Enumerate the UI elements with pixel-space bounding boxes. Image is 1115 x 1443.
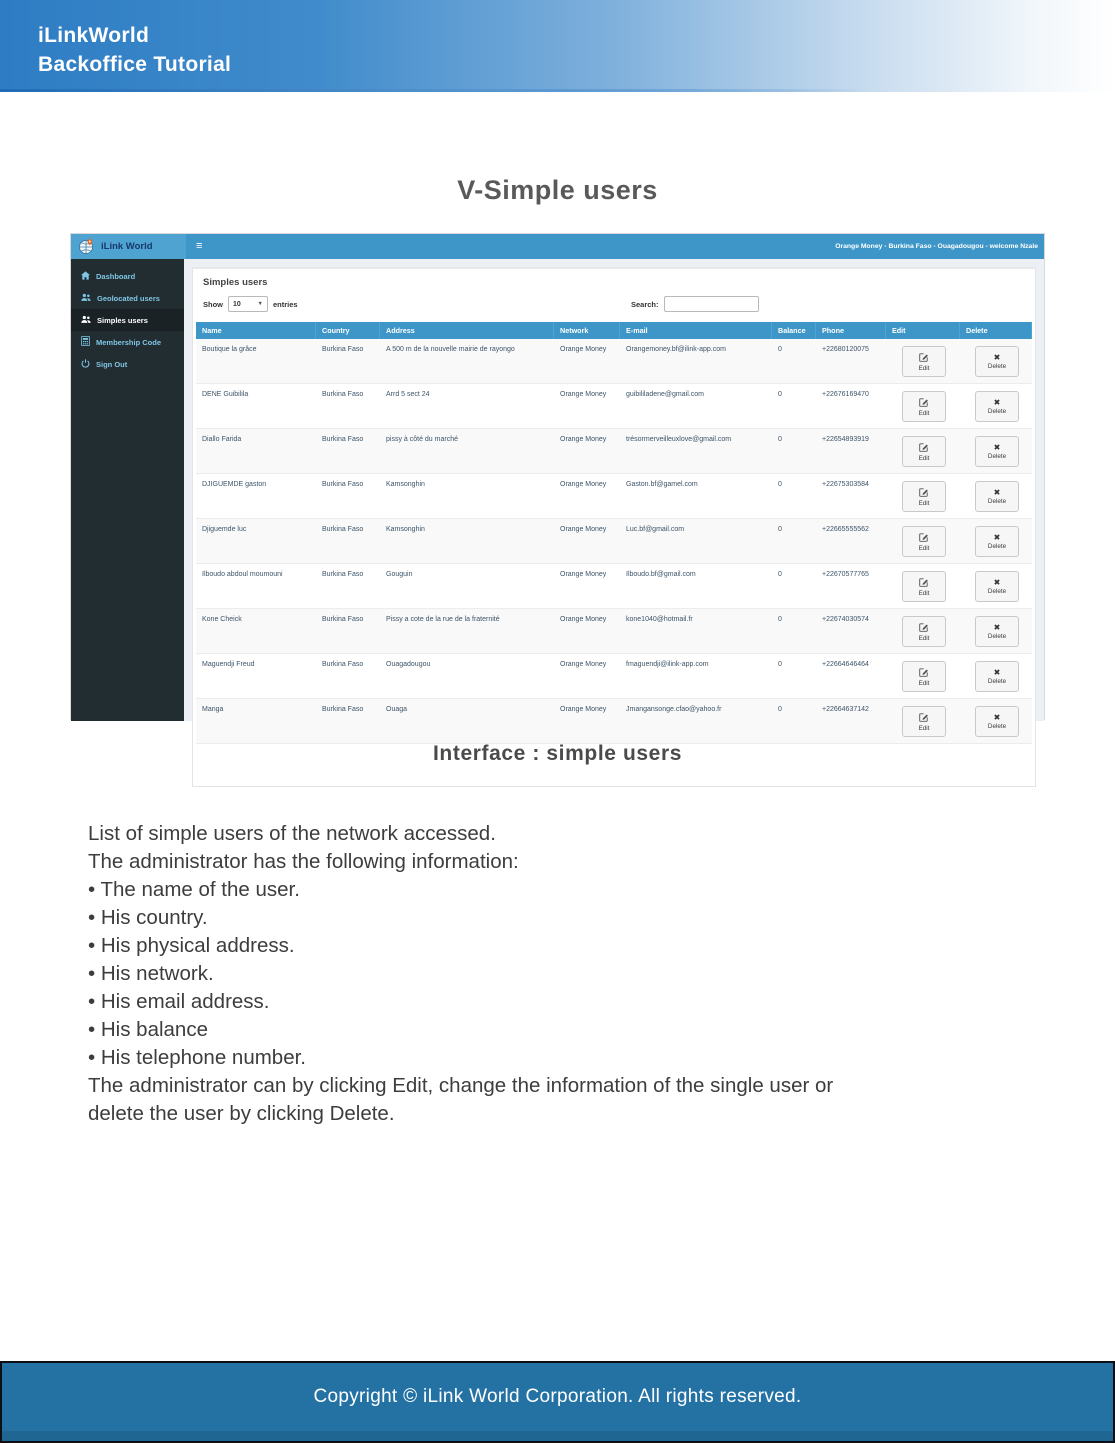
cell-country: Burkina Faso — [322, 706, 364, 713]
cell-network: Orange Money — [560, 616, 607, 623]
delete-button-cell — [960, 384, 1032, 428]
cell-network: Orange Money — [560, 481, 607, 488]
cell-email: Jmangansonge.cfao@yahoo.fr — [626, 706, 722, 713]
delete-x-icon: ✖ — [993, 488, 1001, 497]
edit-pencil-icon — [919, 577, 929, 589]
entries-label: entries — [273, 299, 298, 309]
delete-button[interactable] — [975, 436, 1019, 467]
delete-button[interactable] — [975, 346, 1019, 377]
button-label: Delete — [987, 588, 1007, 595]
cell-balance: 0 — [778, 661, 782, 668]
cell-address: A 500 m de la nouvelle mairie de rayongo — [386, 346, 515, 353]
edit-button[interactable] — [902, 526, 946, 557]
sidebar-item-label: Simples users — [97, 315, 148, 325]
edit-pencil-icon — [919, 532, 929, 544]
cell-country: Burkina Faso — [322, 346, 364, 353]
sidebar-item-sign-out[interactable] — [71, 353, 184, 375]
delete-button-cell — [960, 564, 1032, 608]
cell-email: Orangemoney.bf@ilink-app.com — [626, 346, 726, 353]
edit-button[interactable] — [902, 481, 946, 512]
calculator-icon — [81, 336, 90, 348]
section-title: V-Simple users — [457, 175, 658, 205]
column-header-address: Address — [380, 322, 554, 339]
delete-button-cell — [960, 519, 1032, 563]
delete-button-cell — [960, 339, 1032, 383]
cell-email: Gaston.bf@gamel.com — [626, 481, 698, 488]
cell-email: Luc.bf@gmail.com — [626, 526, 685, 533]
cell-phone: +22670577765 — [822, 571, 869, 578]
cell-name: Ilboudo abdoul moumouni — [202, 571, 283, 578]
backoffice-screenshot — [70, 233, 1045, 732]
column-header-network: Network — [554, 322, 620, 339]
button-label: Edit — [918, 679, 930, 687]
page-header-banner — [0, 0, 1115, 92]
sidebar-nav — [71, 259, 184, 721]
cell-country: Burkina Faso — [322, 571, 364, 578]
table-row — [196, 474, 1032, 519]
edit-button-cell — [886, 384, 960, 428]
button-label: Delete — [987, 678, 1007, 685]
cell-network: Orange Money — [560, 346, 607, 353]
cell-phone: +22680120075 — [822, 346, 869, 353]
column-header-name: Name — [196, 322, 316, 339]
sidebar-item-dashboard[interactable] — [71, 265, 184, 287]
edit-button[interactable] — [902, 346, 946, 377]
cell-name: Djiguemde luc — [202, 526, 247, 533]
edit-button-cell — [886, 429, 960, 473]
table-row — [196, 699, 1032, 744]
delete-button[interactable] — [975, 526, 1019, 557]
cell-address: Arrd 5 sect 24 — [386, 391, 430, 398]
delete-x-icon: ✖ — [993, 353, 1001, 362]
edit-pencil-icon — [919, 487, 929, 499]
users-table-body — [196, 339, 1032, 744]
users-table-header — [196, 322, 1032, 339]
table-row — [196, 429, 1032, 474]
copyright-text: Copyright © iLink World Corporation. All rights reserved. — [313, 1386, 802, 1407]
delete-x-icon: ✖ — [993, 398, 1001, 407]
description-line: • His network. — [88, 962, 214, 985]
cell-network: Orange Money — [560, 706, 607, 713]
sidebar-item-label: Sign Out — [96, 359, 128, 369]
table-row — [196, 609, 1032, 654]
app-logo — [71, 234, 186, 259]
edit-button[interactable] — [902, 706, 946, 737]
edit-button-cell — [886, 699, 960, 743]
cell-network: Orange Money — [560, 526, 607, 533]
cell-country: Burkina Faso — [322, 391, 364, 398]
cell-network: Orange Money — [560, 571, 607, 578]
content-area — [184, 259, 1044, 732]
cell-balance: 0 — [778, 571, 782, 578]
cell-balance: 0 — [778, 481, 782, 488]
description-line: The administrator can by clicking Edit, change the information of the single user or — [88, 1074, 834, 1097]
cell-balance: 0 — [778, 346, 782, 353]
sidebar-item-membership-code[interactable] — [71, 331, 184, 353]
cell-address: Ouaga — [386, 706, 408, 713]
cell-country: Burkina Faso — [322, 436, 364, 443]
sidebar-item-geolocated-users[interactable] — [71, 287, 184, 309]
edit-button[interactable] — [902, 661, 946, 692]
cell-email: Ilboudo.bf@gmail.com — [626, 571, 696, 578]
page-footer — [0, 1361, 1115, 1443]
description-line: List of simple users of the network accessed. — [88, 822, 496, 845]
edit-pencil-icon — [919, 397, 929, 409]
edit-pencil-icon — [919, 442, 929, 454]
home-icon — [81, 271, 90, 282]
power-icon — [81, 359, 90, 370]
session-info-text: Orange Money - Burkina Faso - Ouagadougou - welcome Nzale — [835, 243, 1038, 250]
edit-pencil-icon — [919, 352, 929, 364]
cell-phone: +22676169470 — [822, 391, 869, 398]
description-line: • His physical address. — [88, 934, 295, 957]
delete-button-cell — [960, 609, 1032, 653]
cell-network: Orange Money — [560, 391, 607, 398]
edit-button[interactable] — [902, 616, 946, 647]
delete-button-cell — [960, 654, 1032, 698]
sidebar-item-simples-users[interactable] — [71, 309, 184, 331]
delete-x-icon: ✖ — [993, 623, 1001, 632]
search-label: Search: — [631, 299, 659, 309]
cell-balance: 0 — [778, 616, 782, 623]
description-line: • His country. — [88, 906, 208, 929]
delete-button[interactable] — [975, 571, 1019, 602]
delete-button-cell — [960, 474, 1032, 518]
table-row — [196, 564, 1032, 609]
brand-subtitle: Backoffice Tutorial — [38, 53, 232, 76]
cell-country: Burkina Faso — [322, 616, 364, 623]
sidebar-item-label: Dashboard — [96, 271, 136, 281]
description-line: • The name of the user. — [88, 878, 300, 901]
button-label: Edit — [918, 364, 930, 372]
edit-button-cell — [886, 474, 960, 518]
cell-email: fmaguendji@ilink-app.com — [626, 661, 709, 668]
simples-users-panel — [192, 267, 1036, 787]
table-row — [196, 654, 1032, 699]
sidebar-item-label: Geolocated users — [97, 293, 160, 303]
cell-country: Burkina Faso — [322, 661, 364, 668]
button-label: Edit — [918, 724, 930, 732]
chevron-down-icon: ▼ — [257, 301, 263, 307]
cell-name: Maguendji Freud — [202, 661, 255, 668]
delete-button[interactable] — [975, 706, 1019, 737]
cell-phone: +22674030574 — [822, 616, 869, 623]
description-line: • His balance — [88, 1018, 208, 1041]
table-controls — [203, 294, 1025, 318]
cell-name: DJIGUEMDE gaston — [202, 481, 267, 488]
cell-phone: +22664637142 — [822, 706, 869, 713]
button-label: Delete — [987, 723, 1007, 730]
button-label: Edit — [918, 409, 930, 417]
entries-select-value: 10 — [233, 300, 241, 308]
edit-button-cell — [886, 519, 960, 563]
users-table — [196, 322, 1032, 744]
cell-email: trésormerveilleuxlove@gmail.com — [626, 436, 732, 443]
delete-button-cell — [960, 699, 1032, 743]
cell-address: pissy à côté du marché — [386, 436, 458, 443]
button-label: Edit — [918, 454, 930, 462]
cell-address: Ouagadougou — [386, 661, 431, 668]
cell-phone: +22665555562 — [822, 526, 869, 533]
cell-email: kone1040@hotmail.fr — [626, 616, 693, 623]
button-label: Delete — [987, 453, 1007, 460]
delete-button-cell — [960, 429, 1032, 473]
edit-pencil-icon — [919, 712, 929, 724]
cell-balance: 0 — [778, 436, 782, 443]
cell-country: Burkina Faso — [322, 481, 364, 488]
edit-button[interactable] — [902, 436, 946, 467]
delete-x-icon: ✖ — [993, 578, 1001, 587]
figure-caption: Interface : simple users — [433, 742, 682, 765]
edit-button[interactable] — [902, 391, 946, 422]
globe-pin-icon — [78, 238, 95, 255]
edit-button-cell — [886, 339, 960, 383]
table-row — [196, 339, 1032, 384]
cell-network: Orange Money — [560, 661, 607, 668]
column-header-edit: Edit — [886, 322, 960, 339]
column-header-delete: Delete — [960, 322, 1032, 339]
delete-x-icon: ✖ — [993, 668, 1001, 677]
cell-address: Kamsonghin — [386, 481, 425, 488]
description-line: The administrator has the following information: — [88, 850, 519, 873]
cell-network: Orange Money — [560, 436, 607, 443]
button-label: Delete — [987, 498, 1007, 505]
description-line: • His telephone number. — [88, 1046, 307, 1069]
column-header-country: Country — [316, 322, 380, 339]
cell-email: guibililadene@gmail.com — [626, 391, 704, 398]
cell-name: DENE Guibilila — [202, 391, 249, 398]
column-header-phone: Phone — [816, 322, 886, 339]
panel-title: Simples users — [203, 277, 268, 288]
top-navbar — [71, 234, 1044, 259]
delete-button[interactable] — [975, 391, 1019, 422]
show-label: Show — [203, 299, 223, 309]
cell-name: Manga — [202, 706, 224, 713]
edit-button-cell — [886, 564, 960, 608]
cell-balance: 0 — [778, 526, 782, 533]
users-icon — [81, 293, 91, 304]
navbar-main — [186, 234, 1044, 259]
column-header-email: E-mail — [620, 322, 772, 339]
sidebar-item-label: Membership Code — [96, 337, 162, 347]
cell-phone: +22654893919 — [822, 436, 869, 443]
button-label: Delete — [987, 633, 1007, 640]
cell-name: Diallo Farida — [202, 436, 242, 443]
description-line: • His email address. — [88, 990, 270, 1013]
hamburger-menu-icon[interactable]: ≡ — [196, 240, 203, 252]
users-icon — [81, 315, 91, 326]
edit-button-cell — [886, 654, 960, 698]
delete-x-icon: ✖ — [993, 533, 1001, 542]
delete-button[interactable] — [975, 481, 1019, 512]
description-line: delete the user by clicking Delete. — [88, 1102, 395, 1125]
cell-address: Pissy a cote de la rue de la fraternité — [386, 616, 500, 623]
description-text — [88, 820, 948, 1128]
cell-country: Burkina Faso — [322, 526, 364, 533]
button-label: Edit — [918, 499, 930, 507]
button-label: Edit — [918, 589, 930, 597]
cell-address: Gouguin — [386, 571, 413, 578]
edit-button[interactable] — [902, 571, 946, 602]
brand-title: iLinkWorld — [38, 24, 150, 47]
entries-select[interactable] — [228, 296, 268, 312]
button-label: Edit — [918, 634, 930, 642]
button-label: Delete — [987, 543, 1007, 550]
delete-x-icon: ✖ — [993, 443, 1001, 452]
delete-button[interactable] — [975, 661, 1019, 692]
cell-phone: +22664646464 — [822, 661, 869, 668]
button-label: Delete — [987, 408, 1007, 415]
table-row — [196, 519, 1032, 564]
search-input[interactable] — [664, 296, 759, 312]
cell-name: Boutique la grâce — [202, 346, 257, 353]
column-header-balance: Balance — [772, 322, 816, 339]
edit-button-cell — [886, 609, 960, 653]
cell-balance: 0 — [778, 706, 782, 713]
cell-balance: 0 — [778, 391, 782, 398]
app-brand-name: iLink World — [101, 241, 153, 252]
edit-pencil-icon — [919, 622, 929, 634]
edit-pencil-icon — [919, 667, 929, 679]
button-label: Delete — [987, 363, 1007, 370]
cell-phone: +22675303584 — [822, 481, 869, 488]
cell-name: Kone Cheick — [202, 616, 242, 623]
delete-button[interactable] — [975, 616, 1019, 647]
table-row — [196, 384, 1032, 429]
delete-x-icon: ✖ — [993, 713, 1001, 722]
button-label: Edit — [918, 544, 930, 552]
cell-address: Kamsonghin — [386, 526, 425, 533]
